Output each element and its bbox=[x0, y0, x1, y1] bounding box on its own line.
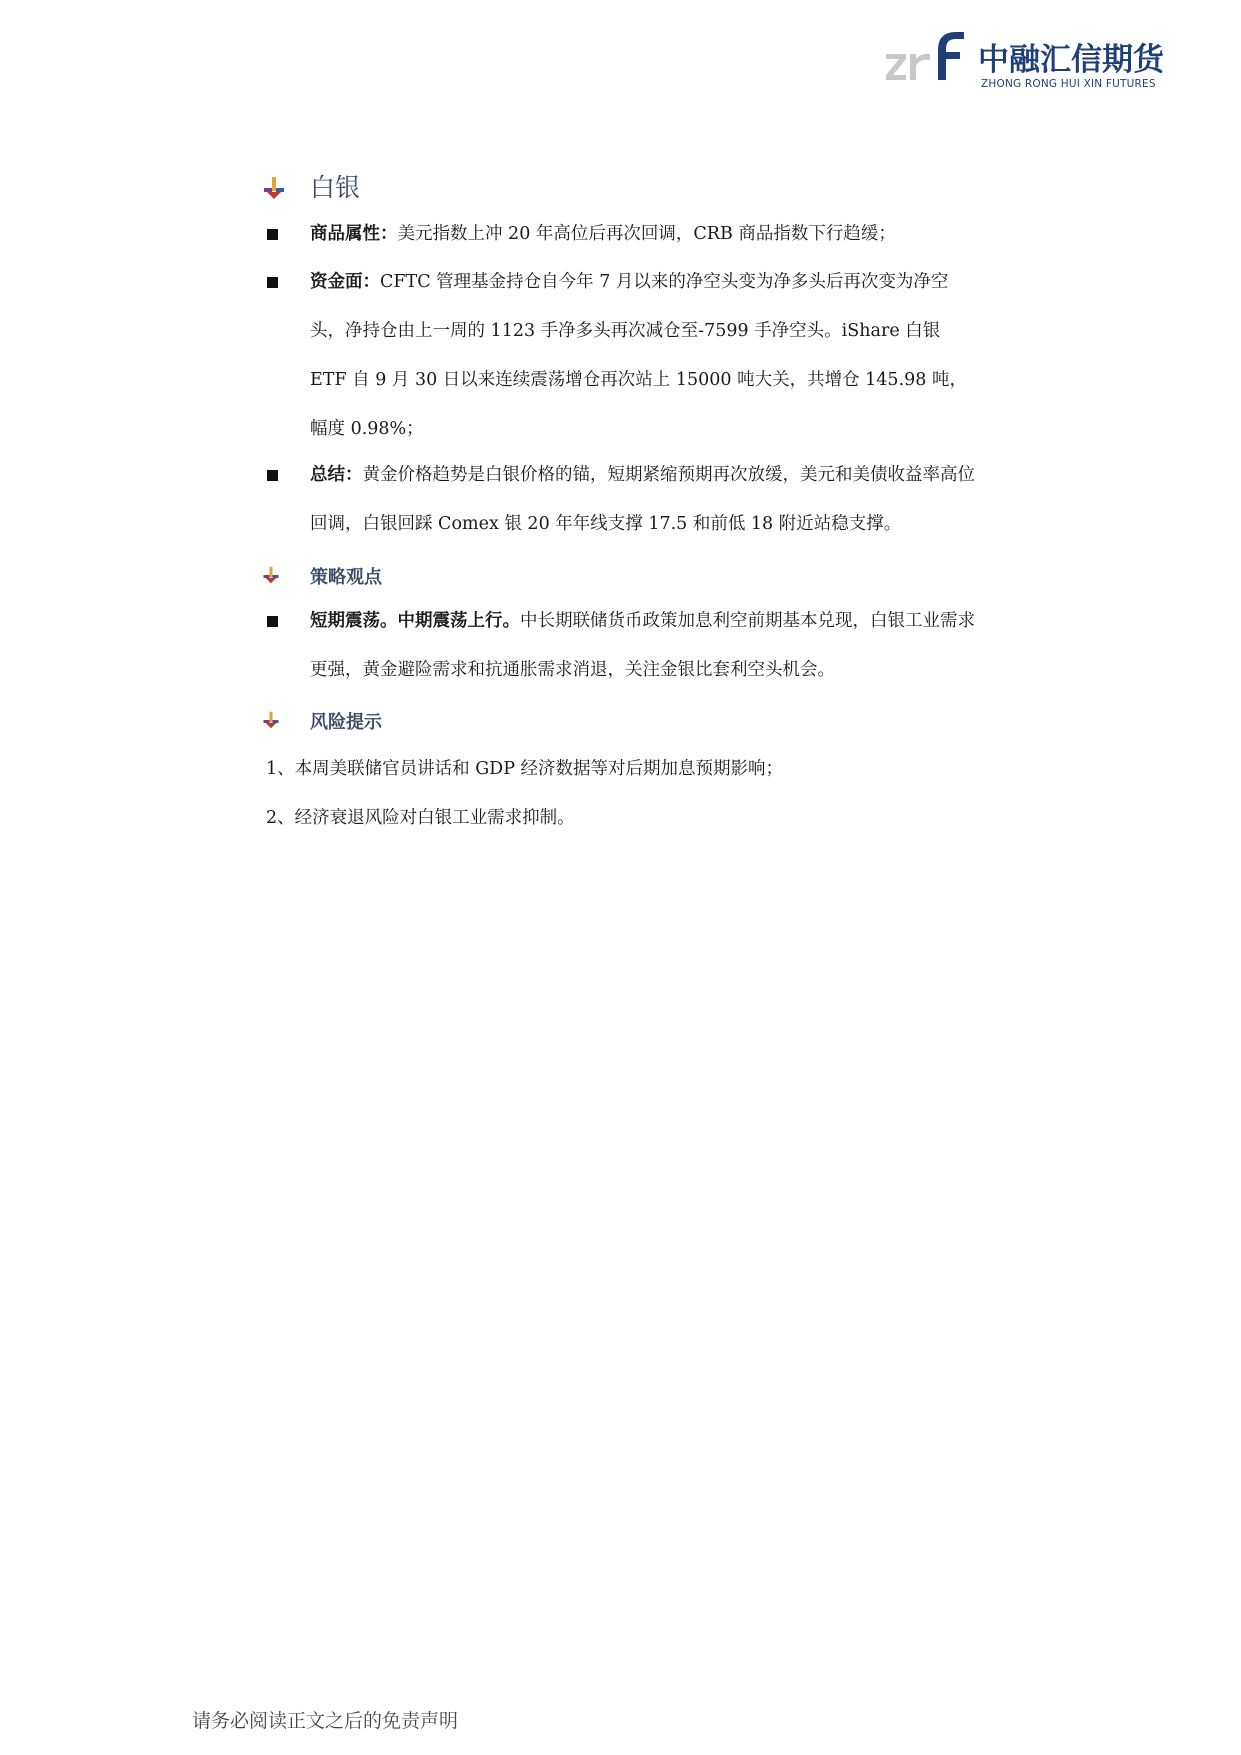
list-item bbox=[310, 210, 982, 259]
item-text: 黄金价格趋势是白银价格的锚，短期紧缩预期再次放缓，美元和美债收益率高位回调，白银回踩 Comex 银 20 年年线支撑 17.5 和前低 18 附近站稳支撑。 bbox=[310, 465, 975, 534]
risk-item: 1、本周美联储官员讲话和 GDP 经济数据等对后期加息预期影响； bbox=[266, 759, 784, 779]
zrf-logo-mark bbox=[884, 28, 966, 92]
bullet-square-icon bbox=[267, 616, 278, 627]
list-item bbox=[310, 451, 982, 549]
risk-title: 风险提示 bbox=[310, 712, 382, 733]
strategy-text: 中长期联储货币政策加息利空前期基本兑现，白银工业需求更强，黄金避险需求和抗通胀需求消退，关注金银比套利空头机会。 bbox=[310, 611, 975, 680]
strategy-title: 策略观点 bbox=[310, 567, 382, 588]
footer-disclaimer: 请务必阅读正文之后的免责声明 bbox=[192, 1710, 459, 1732]
logo-english-name: ZHONG RONG HUI XIN FUTURES bbox=[981, 78, 1156, 90]
list-item bbox=[310, 258, 982, 454]
bullet-square-icon bbox=[267, 277, 278, 288]
bullet-square-icon bbox=[267, 470, 278, 481]
heading-arrow-icon bbox=[262, 566, 280, 584]
company-logo bbox=[884, 28, 1166, 92]
item-label: 总结： bbox=[310, 465, 363, 485]
heading-arrow-icon bbox=[262, 711, 280, 729]
strategy-label: 短期震荡。中期震荡上行。 bbox=[310, 611, 520, 631]
risk-item: 2、经济衰退风险对白银工业需求抑制。 bbox=[266, 808, 575, 828]
logo-chinese-name: 中融汇信期货 bbox=[978, 42, 1164, 78]
item-label: 商品属性： bbox=[310, 224, 398, 244]
list-item bbox=[310, 597, 982, 695]
item-label: 资金面： bbox=[310, 272, 380, 292]
item-text: 美元指数上冲 20 年高位后再次回调，CRB 商品指数下行趋缓； bbox=[397, 224, 896, 244]
section-title: 白银 bbox=[310, 173, 361, 202]
item-text: CFTC 管理基金持仓自今年 7 月以来的净空头变为净多头后再次变为净空头，净持仓由上一周的 1123 手净多头再次减仓至-7599 手净空头。iShare 白银 ETF 自 9 月 30 日以来连续震荡增仓再次站上 15000 吨大关，共增仓 145.98 吨，幅度 0.98%； bbox=[310, 272, 967, 439]
bullet-square-icon bbox=[267, 229, 278, 240]
heading-arrow-icon bbox=[262, 176, 286, 200]
